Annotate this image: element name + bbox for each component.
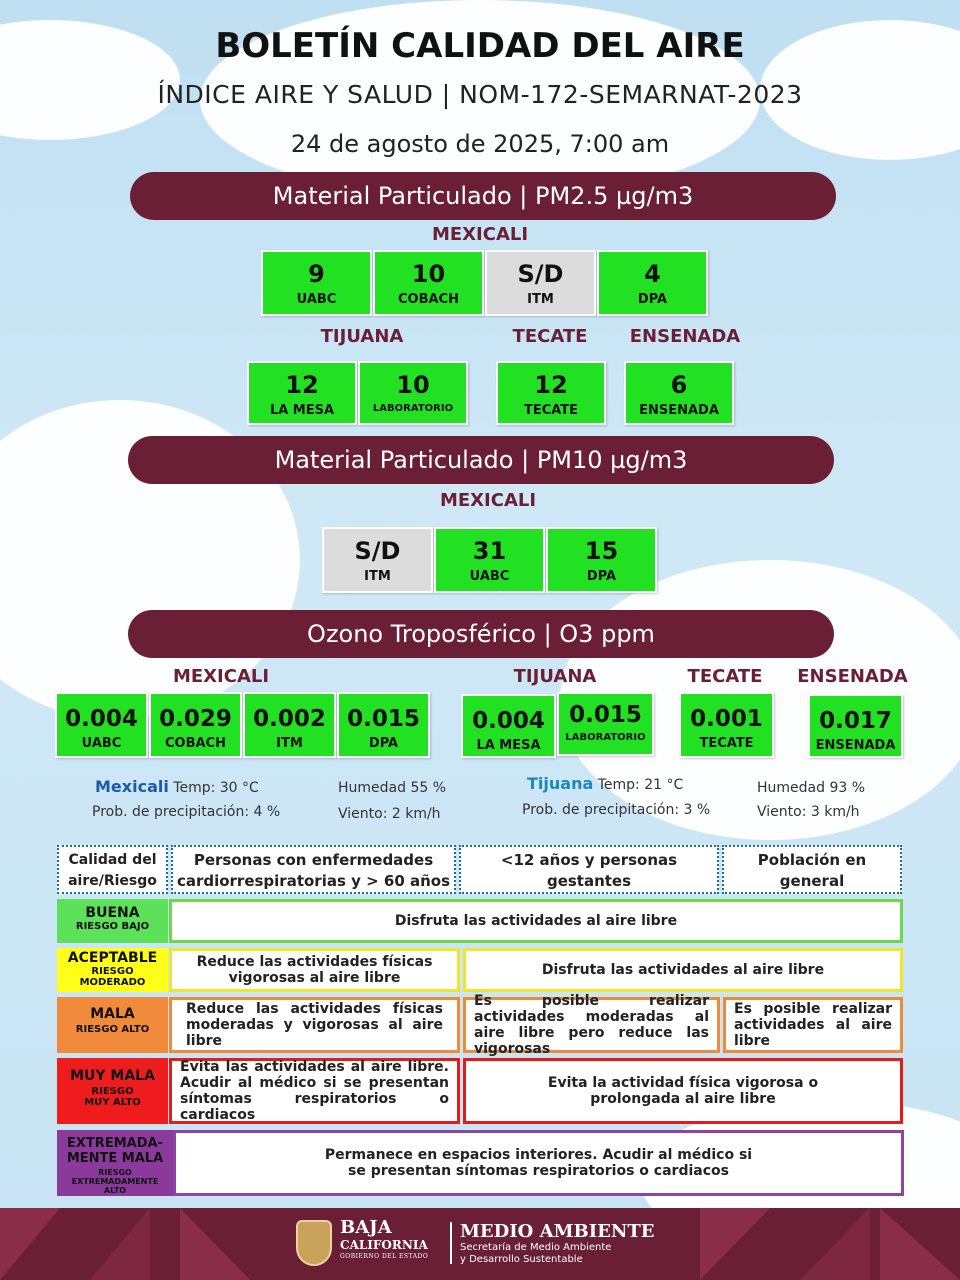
brand-line3: GOBIERNO DEL ESTADO: [340, 1253, 429, 1260]
dept-name: MEDIO AMBIENTE: [460, 1221, 655, 1242]
recommendation-cell: Reduce las actividades físicas moderadas y vigorosas al aire libre: [169, 997, 460, 1053]
weather-city-tijuana: Tijuana: [527, 774, 594, 793]
dept-sub2: y Desarrollo Sustentable: [460, 1254, 583, 1265]
station-value: 15: [584, 537, 619, 565]
recommendation-cell: Disfruta las actividades al aire libre: [169, 899, 903, 943]
station-label: DPA: [637, 292, 668, 307]
coat-of-arms-icon: [296, 1220, 332, 1266]
o3-station-laboratorio: [557, 692, 654, 756]
pm10-city-mexicali: MEXICALI: [439, 490, 537, 511]
o3-station-cobach: [149, 692, 242, 758]
o3-city-tijuana: TIJUANA: [513, 666, 597, 687]
risk-level-mala: [57, 997, 168, 1053]
station-value: 4: [644, 260, 661, 288]
footer-pattern: [180, 1208, 250, 1280]
o3-banner: Ozono Troposférico | O3 ppm: [128, 610, 834, 658]
pm25-station-uabc: [261, 250, 372, 316]
station-label: COBACH: [165, 736, 226, 751]
risk-level-label: BUENA: [85, 905, 140, 921]
risk-level-sub: RIESGO MODERADO: [79, 966, 146, 988]
station-label: TECATE: [699, 736, 754, 751]
station-label: LABORATORIO: [372, 403, 454, 414]
station-label: UABC: [296, 292, 337, 307]
station-value: 10: [411, 260, 446, 288]
weather-mexicali-precip: Prob. de precipitación: 4 %: [92, 804, 281, 820]
weather-city-mexicali: Mexicali: [95, 777, 169, 796]
station-label: LABORATORIO: [565, 732, 646, 743]
station-value: S/D: [517, 260, 564, 288]
station-label: LA MESA: [269, 403, 335, 418]
footer-pattern: [700, 1208, 770, 1280]
report-date: 24 de agosto de 2025, 7:00 am: [290, 130, 670, 158]
risk-level-buena: [57, 899, 168, 943]
pm25-city-mexicali: MEXICALI: [431, 224, 529, 245]
station-value: 0.015: [569, 702, 642, 728]
station-label: ITM: [276, 736, 303, 751]
o3-station-la-mesa: [461, 694, 556, 758]
weather-temp: Temp: 21 °C: [597, 777, 684, 793]
footer-bar: [0, 1208, 960, 1280]
pm10-station-uabc: [434, 527, 545, 593]
recommendation-cell: Es posible realizar actividades moderadas al aire libre pero reduce las vigorosas: [463, 997, 720, 1053]
footer-divider: [450, 1222, 452, 1264]
pm25-city-tecate: TECATE: [512, 326, 588, 347]
footer-dept: [460, 1222, 690, 1266]
risk-level-label: EXTREMADA-MENTE MALA: [66, 1136, 164, 1166]
footer-pattern: [90, 1208, 150, 1280]
risk-level-label: MALA: [90, 1006, 135, 1022]
pm25-station-dpa: [597, 250, 708, 316]
station-value: 0.029: [159, 706, 232, 732]
risk-level-muy-mala: [57, 1058, 168, 1124]
station-value: 9: [308, 260, 325, 288]
footer-brand: [340, 1218, 450, 1262]
recommendation-cell: Es posible realizar actividades al aire libre: [723, 997, 903, 1053]
o3-station-tecate: [679, 692, 774, 758]
station-value: 10: [396, 371, 430, 399]
weather-mexicali-wind: Viento: 2 km/h: [338, 806, 441, 822]
pm25-station-laboratorio: [358, 361, 468, 425]
pm25-city-ensenada: ENSENADA: [629, 326, 741, 347]
o3-station-ensenada: [808, 694, 903, 758]
station-label: COBACH: [398, 292, 459, 307]
station-value: S/D: [354, 537, 401, 565]
risk-level-sub: RIESGO ALTO: [75, 1024, 150, 1035]
risk-level-aceptable: [57, 948, 168, 992]
risk-level-label: MUY MALA: [70, 1068, 155, 1084]
pm25-station-ensenada: [624, 361, 734, 425]
pm10-banner: Material Particulado | PM10 µg/m3: [128, 436, 834, 484]
pm25-station-cobach: [373, 250, 484, 316]
o3-station-dpa: [337, 692, 430, 758]
footer-pattern: [0, 1208, 60, 1280]
recommendation-cell: Evita la actividad física vigorosa o prolongada al aire libre: [463, 1058, 903, 1124]
pm25-station-tecate: [496, 361, 606, 425]
weather-temp: Temp: 30 °C: [173, 780, 259, 796]
dept-sub1: Secretaría de Medio Ambiente: [460, 1242, 612, 1253]
station-value: 6: [670, 371, 688, 399]
recommendation-cell: Permanece en espacios interiores. Acudir al médico si se presentan síntomas respiratorios o cardiacos: [173, 1130, 904, 1196]
brand-line1: BAJA: [340, 1217, 392, 1238]
o3-city-ensenada: ENSENADA: [797, 666, 908, 687]
brand-line2: CALIFORNIA: [340, 1238, 428, 1252]
station-value: 0.004: [65, 706, 138, 732]
station-label: DPA: [586, 569, 617, 584]
recommendation-cell: Evita las actividades al aire libre. Acudir al médico si se presentan síntomas respiratorios o cardiacos: [169, 1058, 460, 1124]
risk-level-sub: RIESGO MUY ALTO: [84, 1086, 141, 1108]
station-value: 0.002: [253, 706, 326, 732]
station-label: ENSENADA: [639, 403, 719, 418]
pm25-city-tijuana: TIJUANA: [320, 326, 404, 347]
recommendation-cell: Disfruta las actividades al aire libre: [463, 948, 903, 992]
station-value: 31: [472, 537, 507, 565]
table-header-cardio: Personas con enfermedades cardiorrespiratorias y > 60 años: [171, 845, 456, 894]
risk-level-sub: RIESGO EXTREMADAMENTE ALTO: [71, 1168, 159, 1195]
o3-station-uabc: [55, 692, 148, 758]
pm25-station-itm: [485, 250, 596, 316]
risk-level-extremadamente-mala: [57, 1130, 173, 1196]
station-label: UABC: [81, 736, 122, 751]
recommendation-cell: Reduce las actividades físicas vigorosas al aire libre: [169, 948, 460, 992]
pm25-banner: Material Particulado | PM2.5 µg/m3: [130, 172, 836, 220]
station-label: ENSENADA: [815, 738, 896, 753]
pm10-station-itm: [322, 527, 433, 593]
o3-station-itm: [243, 692, 336, 758]
risk-level-sub: RIESGO BAJO: [75, 921, 150, 932]
station-label: ITM: [527, 292, 554, 307]
station-label: UABC: [469, 569, 510, 584]
weather-tijuana-precip: Prob. de precipitación: 3 %: [522, 802, 711, 818]
weather-mexicali-temp: [95, 777, 335, 796]
pm25-station-la-mesa: [247, 361, 357, 425]
page-title: BOLETÍN CALIDAD DEL AIRE: [215, 26, 745, 66]
o3-city-mexicali: MEXICALI: [172, 666, 270, 687]
o3-city-tecate: TECATE: [687, 666, 763, 687]
weather-mexicali-humidity: Humedad 55 %: [338, 780, 447, 796]
station-value: 0.001: [690, 706, 763, 732]
footer-pattern: [880, 1208, 960, 1280]
station-value: 0.015: [347, 706, 420, 732]
risk-level-label: ACEPTABLE: [67, 950, 158, 966]
station-label: ITM: [364, 569, 391, 584]
table-header-risk: Calidad del aire/Riesgo: [57, 845, 168, 894]
station-label: TECATE: [523, 403, 579, 418]
weather-tijuana-temp: [527, 774, 747, 793]
station-label: DPA: [368, 736, 399, 751]
table-header-children: <12 años y personas gestantes: [459, 845, 719, 894]
station-label: LA MESA: [476, 738, 541, 753]
pm10-station-dpa: [546, 527, 657, 593]
footer-pattern: [800, 1208, 870, 1280]
station-value: 12: [534, 371, 568, 399]
weather-tijuana-humidity: Humedad 93 %: [757, 780, 866, 796]
table-header-general: Población en general: [722, 845, 902, 894]
station-value: 12: [285, 371, 319, 399]
station-value: 0.004: [472, 708, 545, 734]
weather-tijuana-wind: Viento: 3 km/h: [757, 804, 860, 820]
page-subtitle: ÍNDICE AIRE Y SALUD | NOM-172-SEMARNAT-2023: [157, 80, 803, 109]
station-value: 0.017: [819, 708, 892, 734]
